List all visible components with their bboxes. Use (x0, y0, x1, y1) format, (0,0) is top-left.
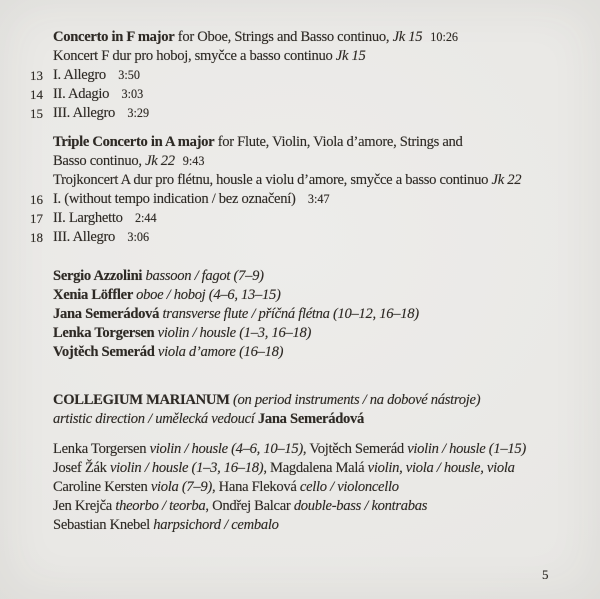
work-subtitle-line (53, 47, 594, 66)
movement-title: I. (without tempo indication / bez označení) (53, 191, 296, 207)
text-segment: , Magdalena Malá (263, 460, 368, 476)
text-segment: Basso continuo, (53, 153, 146, 169)
text-segment: Lenka Torgersen (53, 325, 158, 341)
movement-title: I. Allegro (53, 67, 106, 83)
text-segment: Jk 15 (392, 29, 423, 45)
text-segment: oboe / hoboj (4–6, 13–15) (136, 287, 281, 303)
work-title-line (53, 133, 594, 152)
movement-duration: 3:29 (127, 106, 150, 120)
text-segment: Concerto in F major (53, 29, 175, 45)
work-title-line-2 (53, 152, 594, 171)
track-number: 17 (30, 211, 43, 226)
text-segment: Triple Concerto in A major (53, 134, 215, 150)
text-segment: Trojkoncert A dur pro flétnu, housle a violu d’amore, smyčce a basso continuo (53, 172, 492, 188)
soloist-line (53, 343, 594, 362)
text-segment: for Flute, Violin, Viola d’amore, Strings and (214, 134, 463, 150)
text-segment: harpsichord / cembalo (153, 517, 279, 533)
text-segment: Sergio Azzolini (53, 268, 146, 284)
text-segment: Caroline Kersten (53, 479, 151, 495)
text-segment: , Ondřej Balcar (205, 498, 294, 514)
text-segment: viola (7–9) (150, 479, 212, 495)
movement-duration: 3:03 (121, 87, 144, 101)
movement-duration: 2:44 (134, 211, 157, 225)
page-content (30, 28, 594, 535)
text-segment: theorbo / teorba (115, 498, 206, 514)
text-segment: , Hana Fleková (211, 479, 300, 495)
text-segment: artistic direction / umělecká vedoucí (53, 411, 258, 427)
movement-row (30, 66, 594, 85)
text-segment: double-bass / kontrabas (293, 498, 428, 514)
text-segment: Koncert F dur pro hoboj, smyčce a basso continuo (53, 48, 336, 64)
text-segment: Jana Semerádová (257, 411, 365, 427)
text-segment: violin / housle (1–3, 16–18) (109, 460, 264, 476)
track-number: 14 (30, 87, 43, 102)
text-segment: violin / housle (1–3, 16–18) (157, 325, 312, 341)
member-line (53, 459, 594, 478)
ensemble-direction-line (53, 410, 594, 429)
movement-duration: 3:47 (307, 192, 330, 206)
text-segment: Josef Žák (53, 460, 110, 476)
work-section-f-major (30, 28, 594, 123)
movement-row (30, 228, 594, 247)
text-segment: Xenia Löffler (53, 287, 137, 303)
track-number: 13 (30, 68, 43, 83)
text-segment: Jk 15 (335, 48, 366, 64)
ensemble-heading-section (53, 391, 594, 429)
member-line (53, 440, 594, 459)
text-segment: 9:43 (182, 154, 205, 168)
movement-duration: 3:50 (118, 68, 140, 82)
text-segment: cello / violoncello (299, 479, 399, 495)
text-segment: Jk 22 (491, 172, 522, 188)
text-segment: bassoon / fagot (7–9) (145, 268, 264, 284)
text-segment: Sebastian Knebel (53, 517, 154, 533)
text-segment: Jk 22 (145, 153, 175, 169)
text-segment: Jana Semerádová (53, 306, 163, 322)
movement-row (30, 209, 594, 228)
soloist-line (53, 267, 594, 286)
track-number: 16 (30, 192, 43, 207)
ensemble-members-section (53, 440, 594, 535)
text-segment: 10:26 (430, 30, 459, 44)
track-number: 18 (30, 230, 43, 245)
member-line (53, 516, 594, 535)
movement-row (30, 104, 594, 123)
text-segment: Jen Krejča (53, 498, 116, 514)
movement-row (30, 85, 594, 104)
text-segment: COLLEGIUM MARIANUM (53, 392, 230, 408)
text-segment: for Oboe, Strings and Basso continuo, (174, 29, 393, 45)
movement-duration: 3:06 (127, 230, 150, 244)
movement-title: III. Allegro (53, 105, 116, 121)
text-segment: (on period instruments / na dobové nástroje) (229, 392, 481, 408)
soloist-line (53, 286, 594, 305)
text-segment: violin / housle (4–6, 10–15) (149, 441, 303, 457)
soloist-line (53, 305, 594, 324)
text-segment: viola d’amore (16–18) (157, 344, 284, 360)
member-line (53, 497, 594, 516)
work-subtitle-line (53, 171, 594, 190)
movement-title: III. Allegro (53, 229, 116, 245)
text-segment: , Vojtěch Semerád (302, 441, 408, 457)
text-segment: transverse flute / příčná flétna (10–12, 16–18) (162, 306, 419, 322)
soloists-section (53, 267, 594, 362)
soloist-line (53, 324, 594, 343)
text-segment: violin, viola / housle, viola (367, 460, 515, 476)
work-section-a-major (30, 133, 594, 247)
work-title-line (53, 28, 594, 47)
text-segment: Lenka Torgersen (53, 441, 150, 457)
text-segment: Vojtěch Semerád (53, 344, 158, 360)
member-line (53, 478, 594, 497)
text-segment: violin / housle (1–15) (407, 441, 526, 457)
ensemble-name-line (53, 391, 594, 410)
page-number: 5 (542, 567, 549, 582)
movement-title: II. Adagio (53, 86, 110, 102)
track-number: 15 (30, 106, 43, 121)
movement-row (30, 190, 594, 209)
movement-title: II. Larghetto (53, 210, 123, 226)
